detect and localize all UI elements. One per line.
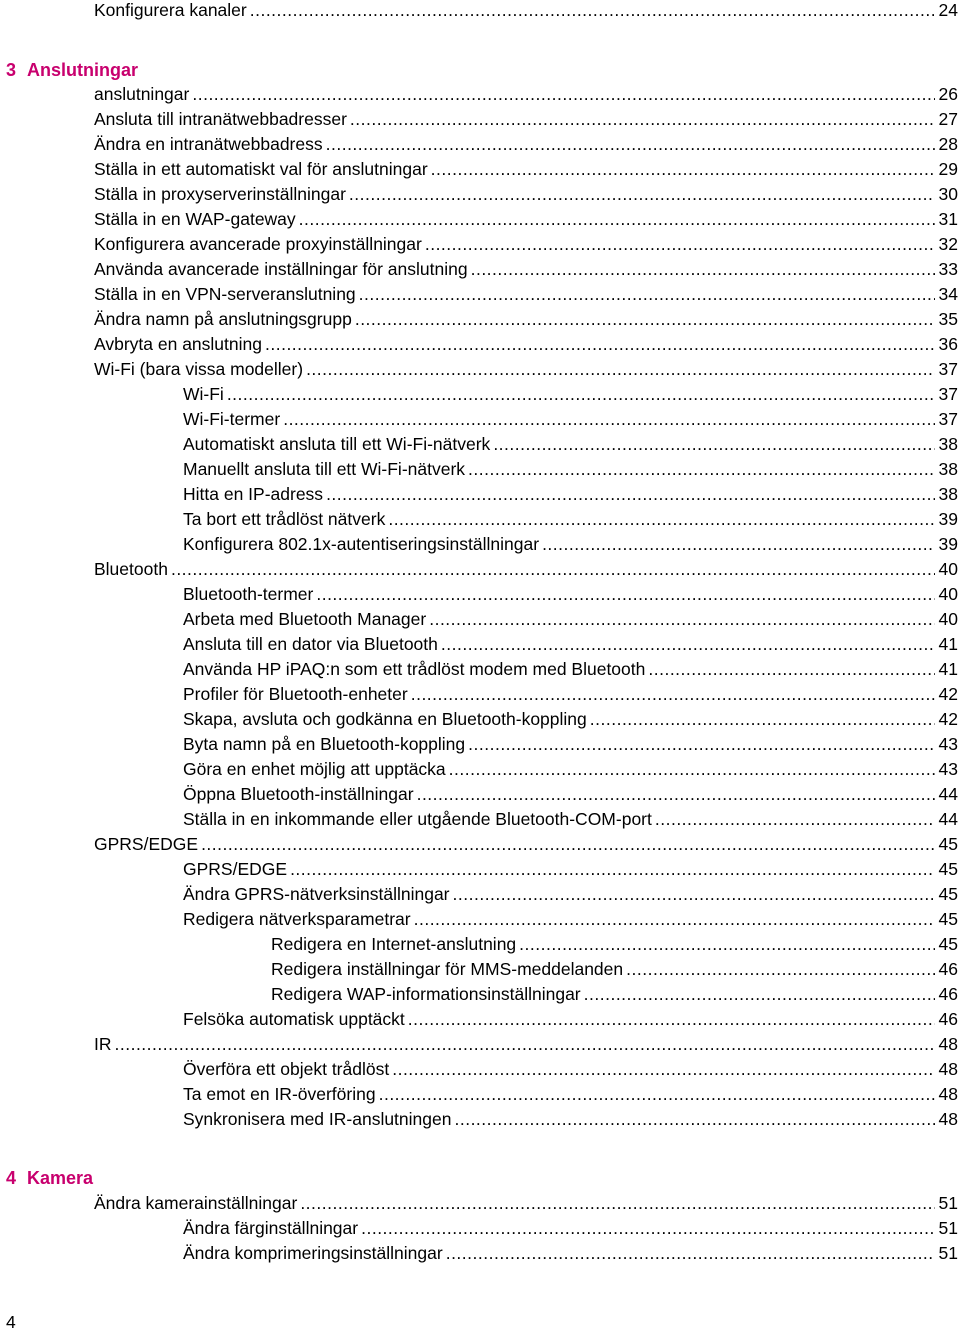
toc-entry[interactable] — [183, 632, 958, 656]
toc-entry-title: IR — [94, 1034, 112, 1054]
dot-leader — [584, 982, 935, 1006]
toc-entry-page: 30 — [938, 184, 958, 204]
dot-leader — [355, 307, 935, 331]
toc-entry-title: Redigera nätverksparametrar — [183, 909, 411, 929]
toc-entry-title: Ställa in proxyserverinställningar — [94, 184, 346, 204]
toc-entry-page: 39 — [938, 509, 958, 529]
dot-leader — [441, 632, 935, 656]
dot-leader — [414, 907, 935, 931]
dot-leader — [655, 807, 935, 831]
toc-entry-title: Ändra GPRS-nätverksinställningar — [183, 884, 450, 904]
toc-entry-page: 45 — [938, 834, 958, 854]
chapter-number: 4 — [6, 1168, 17, 1188]
toc-entry-page: 43 — [938, 734, 958, 754]
dot-leader — [429, 607, 935, 631]
dot-leader — [361, 1216, 935, 1240]
dot-leader — [626, 957, 935, 981]
dot-leader — [425, 232, 935, 256]
dot-leader — [359, 282, 935, 306]
toc-entry-title: anslutningar — [94, 84, 190, 104]
toc-entry-title: Konfigurera 802.1x-autentiseringsinställningar — [183, 534, 540, 554]
dot-leader — [326, 482, 935, 506]
dot-leader — [192, 82, 935, 106]
toc-entry-title: Ställa in en VPN-serveranslutning — [94, 284, 356, 304]
toc-entry[interactable] — [183, 782, 958, 806]
toc-entry-title: Överföra ett objekt trådlöst — [183, 1059, 390, 1079]
toc-entry-title: Ställa in en WAP-gateway — [94, 209, 296, 229]
toc-entry-page: 51 — [938, 1193, 958, 1213]
toc-entry[interactable] — [183, 757, 958, 781]
toc-entry[interactable] — [183, 682, 958, 706]
dot-leader — [590, 707, 935, 731]
toc-entry[interactable] — [183, 907, 958, 931]
toc-entry-page: 45 — [938, 884, 958, 904]
dot-leader — [201, 832, 935, 856]
toc-entry[interactable] — [183, 507, 958, 531]
toc-entry-title: Ta emot en IR-överföring — [183, 1084, 376, 1104]
toc-entry[interactable] — [94, 1032, 958, 1056]
toc-entry[interactable] — [94, 107, 958, 131]
toc-entry-title: Ställa in ett automatiskt val för anslutningar — [94, 159, 428, 179]
toc-entry-page: 33 — [938, 259, 958, 279]
page-number: 4 — [6, 1312, 16, 1332]
dot-leader — [388, 507, 935, 531]
toc-entry[interactable] — [183, 707, 958, 731]
dot-leader — [299, 207, 935, 231]
toc-entry[interactable] — [271, 982, 958, 1006]
toc-entry-page: 38 — [938, 434, 958, 454]
dot-leader — [392, 1057, 935, 1081]
toc-entry-page: 26 — [938, 84, 958, 104]
toc-entry[interactable] — [271, 957, 958, 981]
toc-entry-title: Bluetooth-termer — [183, 584, 314, 604]
toc-entry-title: Bluetooth — [94, 559, 168, 579]
toc-entry-title: Ändra komprimeringsinställningar — [183, 1243, 443, 1263]
toc-entry-title: Manuellt ansluta till ett Wi-Fi-nätverk — [183, 459, 466, 479]
dot-leader — [468, 732, 935, 756]
toc-entry-page: 46 — [938, 1009, 958, 1029]
toc-entry[interactable] — [94, 1191, 958, 1215]
toc-entry-page: 45 — [938, 909, 958, 929]
toc-entry-title: Ansluta till intranätwebbadresser — [94, 109, 347, 129]
toc-entry[interactable] — [183, 482, 958, 506]
toc-entry[interactable] — [94, 832, 958, 856]
toc-entry[interactable] — [94, 182, 958, 206]
dot-leader — [326, 132, 935, 156]
toc-entry-page: 34 — [938, 284, 958, 304]
toc-entry[interactable] — [183, 382, 958, 406]
toc-entry-title: Ta bort ett trådlöst nätverk — [183, 509, 386, 529]
dot-leader — [648, 657, 935, 681]
toc-entry-title: Redigera en Internet-anslutning — [271, 934, 517, 954]
dot-leader — [542, 532, 935, 556]
dot-leader — [431, 157, 935, 181]
toc-entry[interactable] — [94, 132, 958, 156]
toc-entry[interactable] — [94, 207, 958, 231]
toc-entry-page: 48 — [938, 1084, 958, 1104]
toc-entry[interactable] — [183, 882, 958, 906]
dot-leader — [379, 1082, 935, 1106]
toc-entry[interactable] — [183, 607, 958, 631]
toc-entry-page: 27 — [938, 109, 958, 129]
toc-entry-title: Använda avancerade inställningar för anslutning — [94, 259, 468, 279]
toc-entry[interactable] — [183, 457, 958, 481]
toc-entry-title: Arbeta med Bluetooth Manager — [183, 609, 427, 629]
toc-entry[interactable] — [183, 1241, 958, 1265]
toc-entry-title: Byta namn på en Bluetooth-koppling — [183, 734, 466, 754]
toc-entry-title: Ändra namn på anslutningsgrupp — [94, 309, 352, 329]
toc-entry-page: 48 — [938, 1034, 958, 1054]
toc-entry[interactable] — [94, 82, 958, 106]
toc-entry-title: Öppna Bluetooth-inställningar — [183, 784, 414, 804]
toc-entry-page: 29 — [938, 159, 958, 179]
toc-entry-page: 51 — [938, 1243, 958, 1263]
toc-entry-title: Wi-Fi (bara vissa modeller) — [94, 359, 304, 379]
toc-entry-title: Konfigurera kanaler — [94, 0, 247, 20]
toc-entry-page: 31 — [938, 209, 958, 229]
toc-entry[interactable] — [183, 582, 958, 606]
toc-entry-page: 35 — [938, 309, 958, 329]
toc-entry-page: 37 — [938, 384, 958, 404]
dot-leader — [300, 1191, 935, 1215]
toc-entry-page: 37 — [938, 359, 958, 379]
toc-entry-page: 36 — [938, 334, 958, 354]
toc-entry[interactable] — [183, 807, 958, 831]
dot-leader — [411, 682, 935, 706]
toc-entry[interactable] — [94, 157, 958, 181]
chapter-number: 3 — [6, 60, 17, 80]
dot-leader — [316, 582, 935, 606]
toc-entry-page: 48 — [938, 1109, 958, 1129]
toc-entry-title: Använda HP iPAQ:n som ett trådlöst modem med Bluetooth — [183, 659, 646, 679]
dot-leader — [290, 857, 935, 881]
toc-entry-page: 44 — [938, 784, 958, 804]
dot-leader — [171, 557, 935, 581]
toc-entry-page: 43 — [938, 759, 958, 779]
dot-leader — [468, 457, 935, 481]
toc-entry-title: Profiler för Bluetooth-enheter — [183, 684, 408, 704]
toc-entry-title: Redigera inställningar för MMS-meddelanden — [271, 959, 624, 979]
dot-leader — [227, 382, 935, 406]
dot-leader — [306, 357, 935, 381]
dot-leader — [283, 407, 935, 431]
toc-entry-title: Skapa, avsluta och godkänna en Bluetooth-koppling — [183, 709, 587, 729]
chapter-title: Anslutningar — [27, 60, 138, 80]
toc-entry-title: GPRS/EDGE — [94, 834, 199, 854]
toc-entry-title: Ställa in en inkommande eller utgående Bluetooth-COM-port — [183, 809, 652, 829]
toc-entry[interactable] — [183, 657, 958, 681]
toc-entry-title: Avbryta en anslutning — [94, 334, 262, 354]
dot-leader — [446, 1241, 935, 1265]
toc-entry[interactable] — [183, 532, 958, 556]
toc-entry-page: 24 — [938, 0, 958, 20]
toc-entry[interactable] — [94, 557, 958, 581]
toc-entry-page: 51 — [938, 1218, 958, 1238]
dot-leader — [454, 1107, 935, 1131]
toc-entry-title: Hitta en IP-adress — [183, 484, 324, 504]
dot-leader — [408, 1007, 935, 1031]
dot-leader — [519, 932, 935, 956]
toc-entry-title: Ansluta till en dator via Bluetooth — [183, 634, 438, 654]
toc-entry-page: 41 — [938, 659, 958, 679]
toc-entry-title: Wi-Fi — [183, 384, 224, 404]
toc-entry[interactable] — [183, 1007, 958, 1031]
toc-entry-title: Redigera WAP-informationsinställningar — [271, 984, 581, 1004]
dot-leader — [265, 332, 935, 356]
toc-entry[interactable] — [183, 1082, 958, 1106]
toc-entry[interactable] — [183, 732, 958, 756]
toc-entry-page: 38 — [938, 459, 958, 479]
toc-entry[interactable] — [183, 1057, 958, 1081]
toc-entry[interactable] — [94, 257, 958, 281]
chapter-title: Kamera — [27, 1168, 94, 1188]
toc-entry-page: 41 — [938, 634, 958, 654]
dot-leader — [453, 882, 935, 906]
dot-leader — [115, 1032, 936, 1056]
toc-entry-title: Synkronisera med IR-anslutningen — [183, 1109, 452, 1129]
toc-entry-page: 42 — [938, 709, 958, 729]
toc-entry-title: Ändra en intranätwebbadress — [94, 134, 323, 154]
toc-entry-page: 45 — [938, 859, 958, 879]
toc-entry[interactable] — [183, 1107, 958, 1131]
toc-entry-title: GPRS/EDGE — [183, 859, 288, 879]
toc-entry[interactable] — [271, 932, 958, 956]
chapter-heading-4[interactable] — [0, 1166, 300, 1190]
toc-entry[interactable] — [183, 857, 958, 881]
toc-entry-page: 39 — [938, 534, 958, 554]
toc-entry-title: Konfigurera avancerade proxyinställningar — [94, 234, 422, 254]
toc-entry[interactable] — [94, 232, 958, 256]
toc-entry-title: Automatiskt ansluta till ett Wi-Fi-nätverk — [183, 434, 491, 454]
toc-entry[interactable] — [94, 282, 958, 306]
dot-leader — [349, 182, 935, 206]
toc-entry-page: 40 — [938, 609, 958, 629]
toc-entry-title: Göra en enhet möjlig att upptäcka — [183, 759, 446, 779]
toc-entry-page: 40 — [938, 584, 958, 604]
toc-entry-page: 40 — [938, 559, 958, 579]
toc-entry-page: 37 — [938, 409, 958, 429]
toc-entry-page: 38 — [938, 484, 958, 504]
toc-entry[interactable] — [94, 332, 958, 356]
dot-leader — [471, 257, 935, 281]
toc-entry[interactable] — [183, 407, 958, 431]
toc-entry-page: 28 — [938, 134, 958, 154]
dot-leader — [250, 0, 935, 22]
toc-entry-page: 48 — [938, 1059, 958, 1079]
toc-entry-title: Felsöka automatisk upptäckt — [183, 1009, 405, 1029]
toc-entry[interactable] — [94, 307, 958, 331]
chapter-heading-3[interactable] — [0, 58, 300, 82]
toc-entry-page: 42 — [938, 684, 958, 704]
dot-leader — [449, 757, 935, 781]
toc-entry-top[interactable] — [94, 0, 958, 22]
toc-entry[interactable] — [183, 432, 958, 456]
dot-leader — [350, 107, 935, 131]
toc-entry-title: Ändra kamerainställningar — [94, 1193, 298, 1213]
toc-entry-title: Ändra färginställningar — [183, 1218, 359, 1238]
toc-entry[interactable] — [94, 357, 958, 381]
toc-entry-title: Wi-Fi-termer — [183, 409, 281, 429]
toc-entry-page: 46 — [938, 984, 958, 1004]
toc-entry-page: 32 — [938, 234, 958, 254]
dot-leader — [417, 782, 935, 806]
dot-leader — [493, 432, 935, 456]
toc-entry-page: 45 — [938, 934, 958, 954]
toc-entry-page: 46 — [938, 959, 958, 979]
toc-entry[interactable] — [183, 1216, 958, 1240]
toc-entry-page: 44 — [938, 809, 958, 829]
